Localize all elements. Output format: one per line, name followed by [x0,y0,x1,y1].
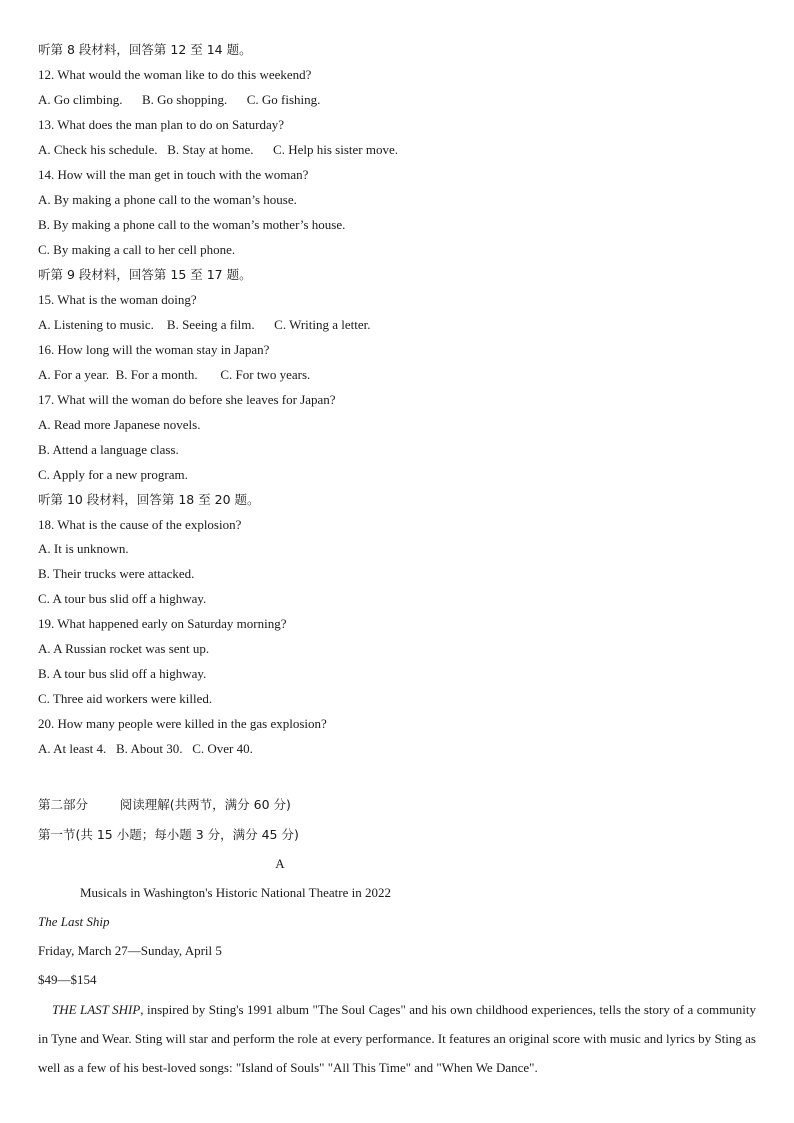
question-16: 16. How long will the woman stay in Japan? [38,342,270,357]
question-18-option-a: A. It is unknown. [38,541,129,556]
show-description [38,995,756,1082]
question-17-option-a: A. Read more Japanese novels. [38,417,201,432]
question-18: 18. What is the cause of the explosion? [38,517,242,532]
question-14-option-c: C. By making a call to her cell phone. [38,242,236,257]
question-15-options: A. Listening to music. B. Seeing a film. C. Writing a letter. [38,317,371,332]
subsection-title: 第一节(共 15 小题；每小题 3 分，满分 45 分) [38,827,299,842]
question-19-option-b: B. A tour bus slid off a highway. [38,666,207,681]
question-15: 15. What is the woman doing? [38,292,197,307]
passage-title: Musicals in Washington's Historic National Theatre in 2022 [80,885,391,900]
question-20: 20. How many people were killed in the gas explosion? [38,716,327,731]
question-14-option-b: B. By making a phone call to the woman’s mother’s house. [38,217,346,232]
question-19-option-a: A. A Russian rocket was sent up. [38,641,210,656]
question-17-option-c: C. Apply for a new program. [38,467,188,482]
question-13: 13. What does the man plan to do on Saturday? [38,117,284,132]
question-20-options: A. At least 4. B. About 30. C. Over 40. [38,741,253,756]
show-description-text: , inspired by Sting's 1991 album "The Soul Cages" and his own childhood experiences, tells the story of a community in Tyne and Wear. Sting will star and perform the role at every performance. It features an original score with music and lyrics by Sting as well as a few of his best-loved songs: "Island of Souls" "All This Time" and "When We Dance". [38,1002,756,1075]
question-18-option-b: B. Their trucks were attacked. [38,566,195,581]
question-19: 19. What happened early on Saturday morning? [38,616,287,631]
question-17: 17. What will the woman do before she leaves for Japan? [38,392,336,407]
show-dates: Friday, March 27—Sunday, April 5 [38,943,222,958]
passage-letter: A [275,856,285,871]
question-19-option-c: C. Three aid workers were killed. [38,691,213,706]
show-price: $49—$154 [38,972,97,987]
listening-heading-8: 听第 8 段材料，回答第 12 至 14 题。 [38,42,252,57]
question-14-option-a: A. By making a phone call to the woman’s house. [38,192,297,207]
part-two-title: 第二部分 阅读理解(共两节，满分 60 分) [38,797,291,812]
question-12: 12. What would the woman like to do this weekend? [38,67,312,82]
question-13-options: A. Check his schedule. B. Stay at home. C. Help his sister move. [38,142,398,157]
question-14: 14. How will the man get in touch with the woman? [38,167,309,182]
show-description-lead: THE LAST SHIP [52,1002,141,1017]
question-12-options: A. Go climbing. B. Go shopping. C. Go fishing. [38,92,321,107]
listening-heading-9: 听第 9 段材料，回答第 15 至 17 题。 [38,267,252,282]
listening-heading-10: 听第 10 段材料，回答第 18 至 20 题。 [38,492,260,507]
question-16-options: A. For a year. B. For a month. C. For two years. [38,367,311,382]
question-17-option-b: B. Attend a language class. [38,442,179,457]
question-18-option-c: C. A tour bus slid off a highway. [38,591,207,606]
show-name: The Last Ship [38,914,110,929]
